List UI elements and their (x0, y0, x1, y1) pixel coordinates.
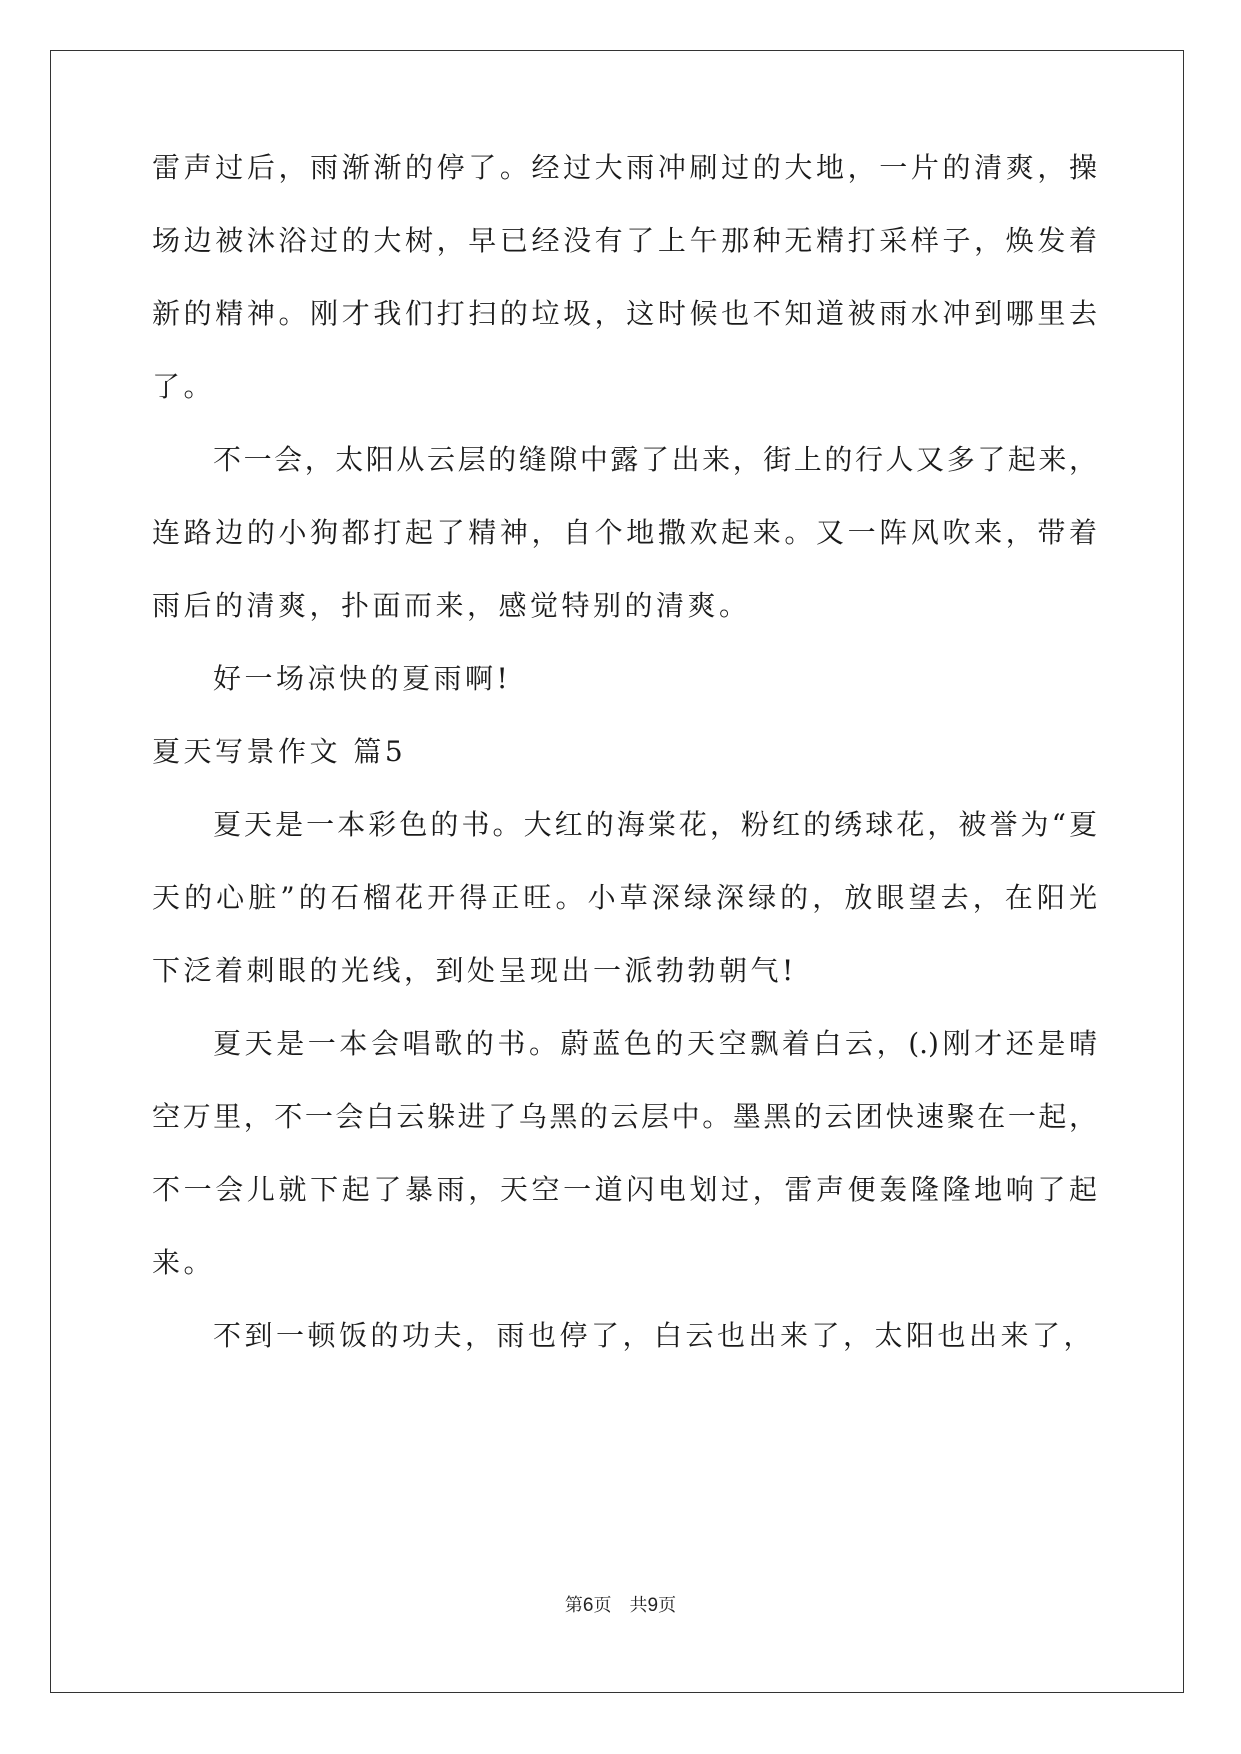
text-line: 空万里，不一会白云躲进了乌黑的云层中。墨黑的云团快速聚在一起， (152, 1100, 1097, 1133)
text-line: 不一会儿就下起了暴雨，天空一道闪电划过，雷声便轰隆隆地响了起 (152, 1173, 1097, 1206)
text-line: 雷声过后，雨渐渐的停了。经过大雨冲刷过的大地，一片的清爽，操 (152, 151, 1097, 184)
footer-page-number: 6 (582, 1595, 594, 1616)
page-footer (0, 1594, 1241, 1618)
text-line: 连路边的小狗都打起了精神，自个地撒欢起来。又一阵风吹来，带着 (152, 516, 1097, 549)
text-line: 天的心脏”的石榴花开得正旺。小草深绿深绿的，放眼望去，在阳光 (152, 881, 1097, 914)
text-line: 雨后的清爽，扑面而来，感觉特别的清爽。 (152, 589, 751, 622)
text-line: 场边被沐浴过的大树，早已经没有了上午那种无精打采样子，焕发着 (152, 224, 1097, 257)
footer-total-pages: 9 (647, 1595, 659, 1616)
text-line: 好一场凉快的夏雨啊! (213, 662, 512, 695)
footer-prefix: 第 (564, 1595, 583, 1616)
text-line: 夏天是一本彩色的书。大红的海棠花，粉红的绣球花，被誉为“夏 (213, 808, 1097, 841)
footer-mid: 页 共 (593, 1595, 648, 1616)
text-line: 来。 (152, 1246, 216, 1279)
section-heading: 夏天写景作文 篇5 (152, 735, 407, 768)
text-line: 下泛着刺眼的光线，到处呈现出一派勃勃朝气! (152, 954, 797, 987)
text-line: 夏天是一本会唱歌的书。蔚蓝色的天空飘着白云，(.)刚才还是晴 (213, 1027, 1097, 1060)
footer-suffix: 页 (658, 1595, 677, 1616)
text-line: 不一会，太阳从云层的缝隙中露了出来，街上的行人又多了起来， (213, 443, 1097, 476)
text-line: 新的精神。刚才我们打扫的垃圾，这时候也不知道被雨水冲到哪里去 (152, 297, 1097, 330)
text-line: 了。 (152, 370, 216, 403)
text-line: 不到一顿饭的功夫，雨也停了，白云也出来了，太阳也出来了， (213, 1319, 1096, 1352)
